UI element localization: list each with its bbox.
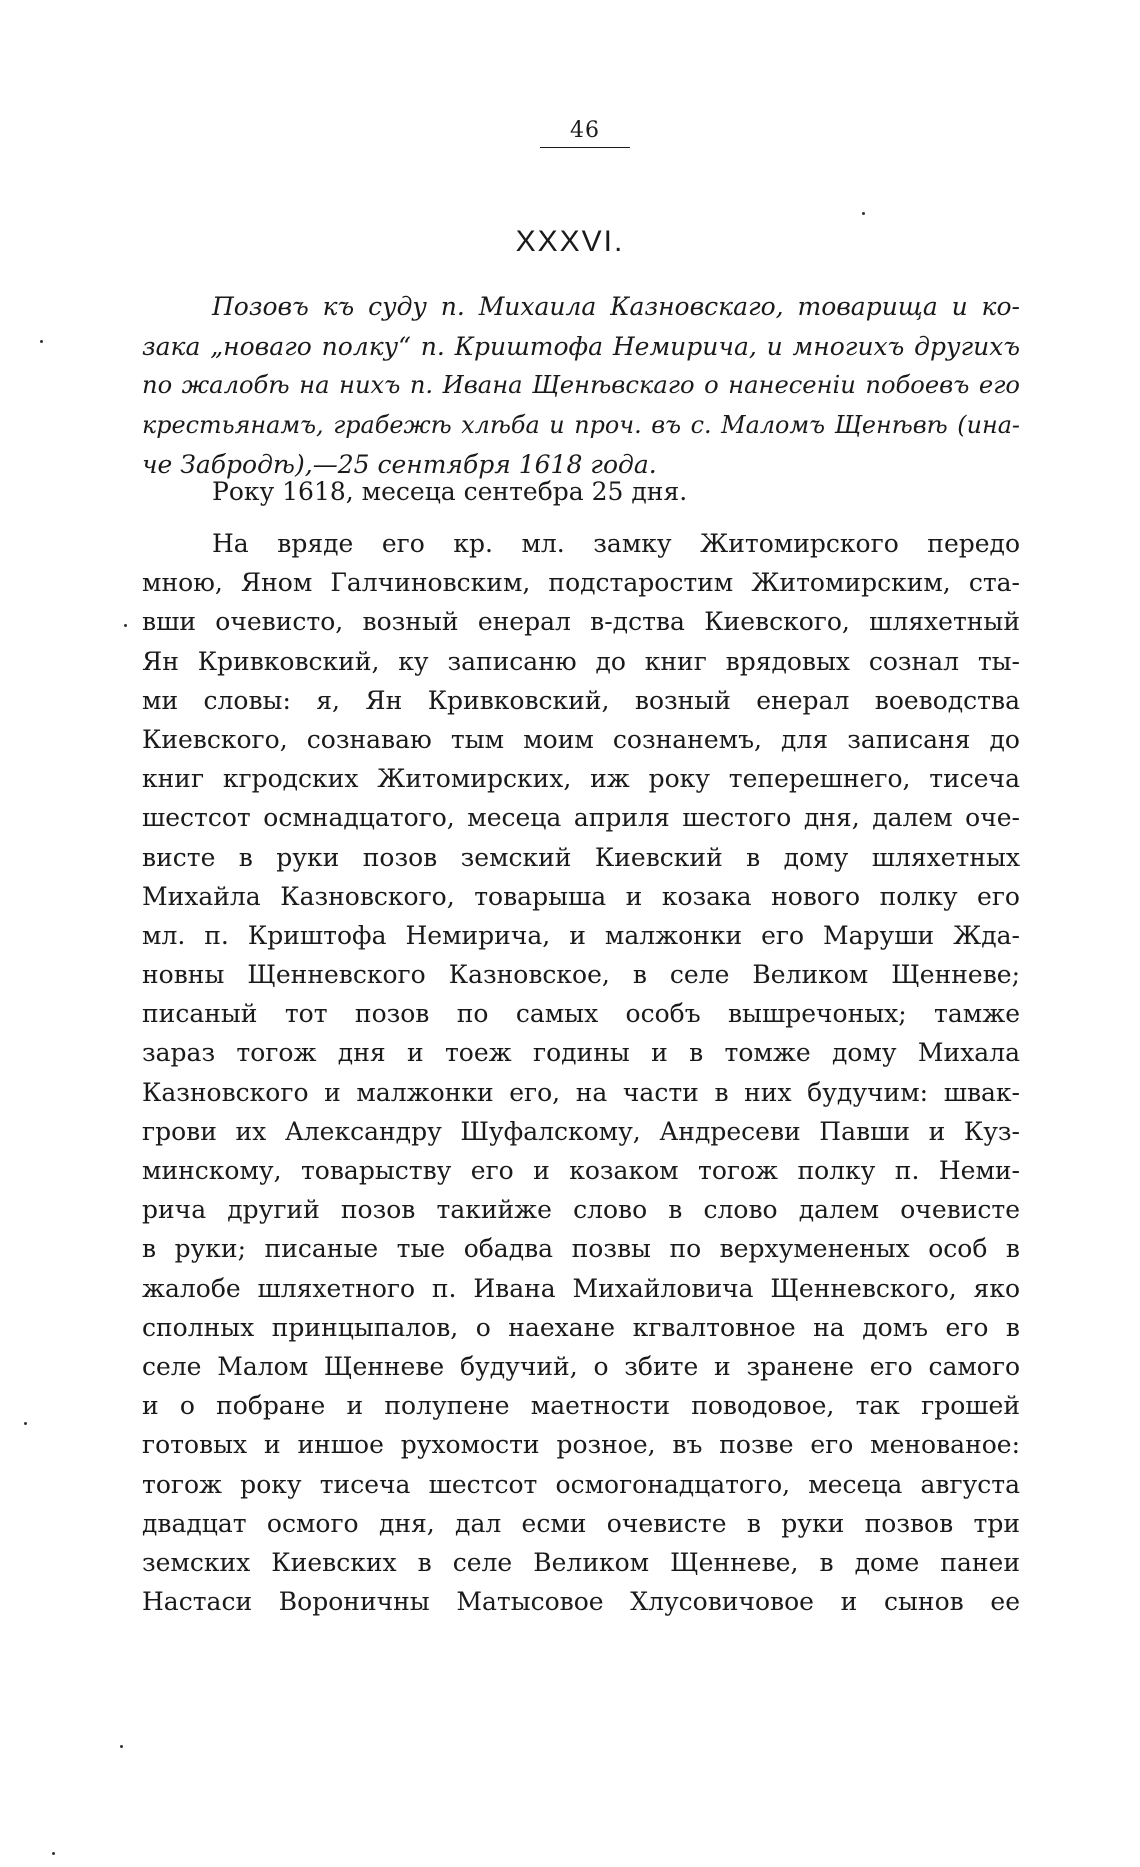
body-line: Ян Кривковский, ку записаню до книг врядовых сознал ты- xyxy=(142,646,1020,676)
scan-speck xyxy=(52,1852,55,1855)
body-line: в руки; писаные тые обадва позвы по верхумененых особ в xyxy=(142,1234,1020,1264)
body-line: Казновского и малжонки его, на части в них будучим: швак- xyxy=(142,1077,1020,1107)
body-line: грови их Александру Шуфалскому, Андресеви Павши и Куз- xyxy=(142,1116,1020,1146)
page-number: 46 xyxy=(540,118,630,148)
body-line: жалобе шляхетного п. Ивана Михайловича Щенневского, яко xyxy=(142,1273,1020,1303)
body-line: вши очевисто, возный енерал в-дства Киевского, шляхетный xyxy=(142,607,1020,637)
body-line: и о побране и полупене маетности поводовое, так грошей xyxy=(142,1391,1020,1421)
body-line: ми словы: я, Ян Кривковский, возный енерал воеводства xyxy=(142,685,1020,715)
scan-speck xyxy=(862,212,865,215)
scan-speck xyxy=(24,1422,27,1425)
body-line: писаный тот позов по самых особъ вышречоных; тамже xyxy=(142,999,1020,1029)
heading-line: зака „новаго полку“ п. Криштофа Немирича, и многихъ другихъ xyxy=(142,331,1020,361)
body-line: новны Щенневского Казновское, в селе Великом Щенневе; xyxy=(142,960,1020,990)
body-line: мною, Яном Галчиновским, подстаростим Житомирским, ста- xyxy=(142,568,1020,598)
heading-line: че Забродѣ),—25 сентября 1618 года. xyxy=(142,450,657,479)
body-line: селе Малом Щенневе будучий, о збите и зранене его самого xyxy=(142,1351,1020,1381)
body-line: готовых и иншое рухомости розное, въ позве его менованое: xyxy=(142,1430,1020,1460)
body-line: сполных принцыпалов, о наехане кгвалтовное на домъ его в xyxy=(142,1312,1020,1342)
body-line: Михайла Казновского, товарыша и козака нового полку его xyxy=(142,881,1020,911)
scan-speck xyxy=(120,1745,123,1748)
scan-speck xyxy=(124,624,127,627)
body-line: рича другий позов такийже слово в слово далем очевисте xyxy=(142,1195,1020,1225)
body-line: шестсот осмнадцатого, месеца априля шестого дня, далем оче- xyxy=(142,803,1020,833)
date-line: Року 1618, месеца сентебра 25 дня. xyxy=(212,477,688,506)
heading-line: по жалобѣ на нихъ п. Ивана Щенѣвскаго о нанесеніи побоевъ его xyxy=(142,371,1020,399)
body-line: зараз тогож дня и тоеж годины и в томже дому Михала xyxy=(142,1038,1020,1068)
body-line: книг кгродских Житомирских, иж року теперешнего, тисеча xyxy=(142,764,1020,794)
document-body xyxy=(142,524,1020,1621)
body-line: Киевского, сознаваю тым моим сознанемъ, для записаня до xyxy=(142,724,1020,754)
body-line: На вряде его кр. мл. замку Житомирского передо xyxy=(212,529,1020,558)
scan-speck xyxy=(40,340,43,343)
body-line: мл. п. Криштофа Немирича, и малжонки его Маруши Жда- xyxy=(142,920,1020,950)
document-heading xyxy=(142,287,1020,485)
heading-line: крестьянамъ, грабежѣ хлѣба и проч. въ с. Маломъ Щенѣвѣ (ина- xyxy=(142,410,1020,439)
body-line: земских Киевских в селе Великом Щенневе, в доме панеи xyxy=(142,1547,1020,1577)
body-line: Настаси Вороничны Матысовое Хлусовичовое и сынов ее xyxy=(142,1587,1020,1617)
heading-line: Позовъ къ суду п. Михаила Казновскаго, товарища и ко- xyxy=(212,292,1020,321)
body-line: минскому, товарыству его и козаком тогож полку п. Неми- xyxy=(142,1156,1020,1185)
body-line: тогож року тисеча шестсот осмогонадцатого, месеца августа xyxy=(142,1469,1020,1499)
body-line: висте в руки позов земский Киевский в дому шляхетных xyxy=(142,842,1020,872)
body-line: двадцат осмого дня, дал есми очевисте в руки позвов три xyxy=(142,1508,1020,1538)
document-number: XXXVI. xyxy=(515,225,625,258)
